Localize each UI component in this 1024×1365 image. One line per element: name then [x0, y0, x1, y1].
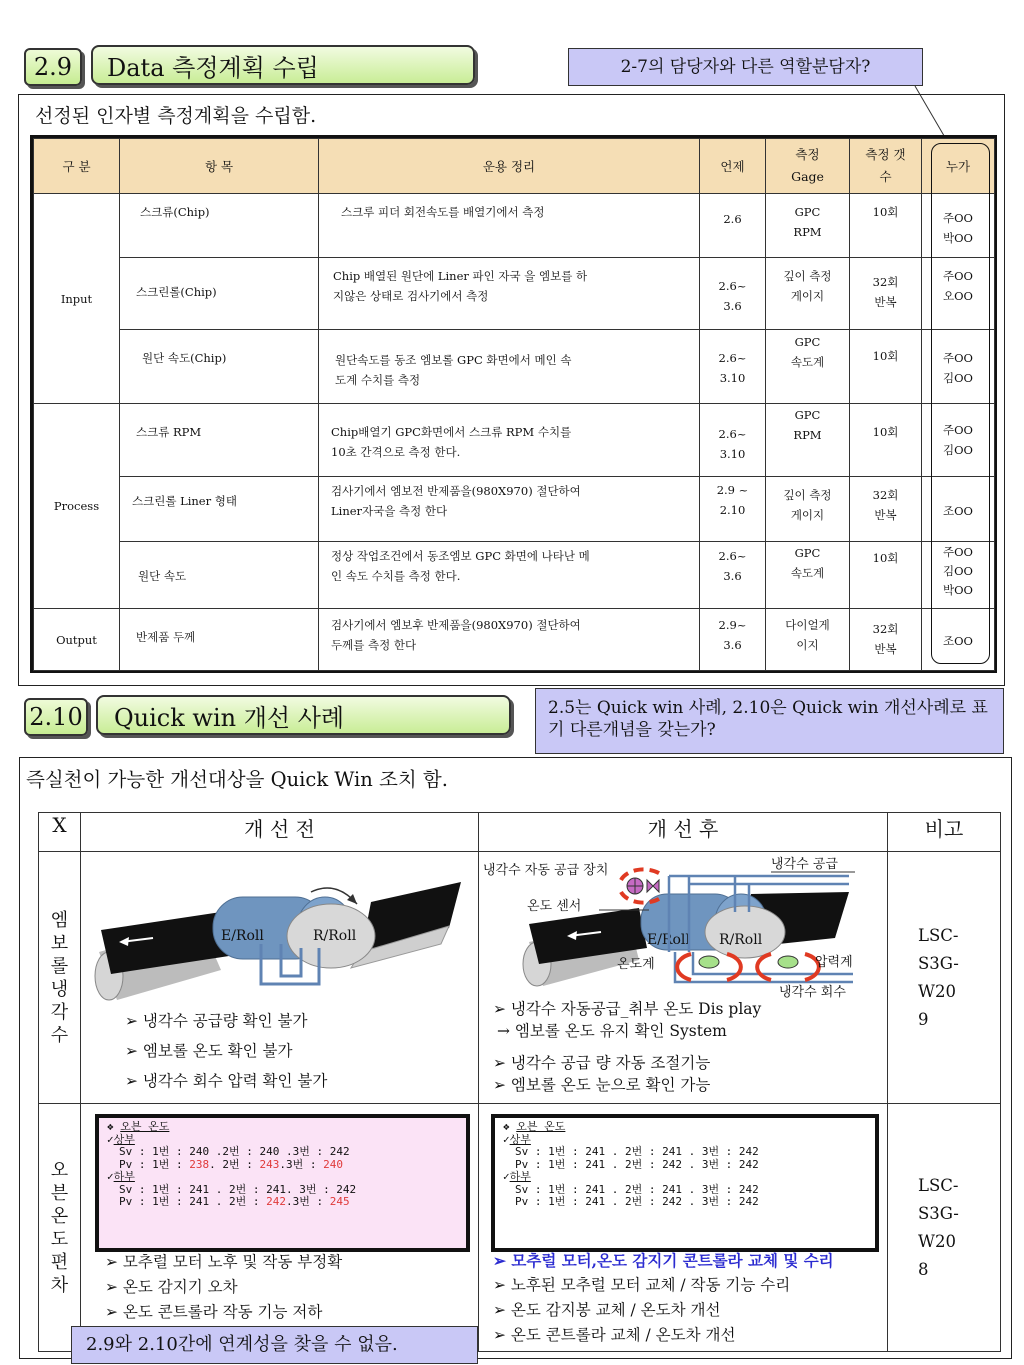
- table-row: [34, 542, 995, 609]
- table-row: [34, 477, 995, 542]
- list-item: ➢ 엠보롤 온도 눈으로 확인 가능: [493, 1076, 711, 1094]
- table-row: [34, 194, 995, 258]
- box-upper-label: 상부: [113, 1132, 135, 1146]
- row-who: 주OO 오OO: [943, 269, 973, 303]
- row-gage: GPC RPM: [793, 408, 822, 442]
- after-lower-sv: Sv : 1번 : 241 . 2번 : 241 . 3번 : 242: [515, 1182, 759, 1196]
- row-gage: GPC RPM: [793, 205, 822, 239]
- after-list-cooling: [493, 998, 761, 1096]
- row-who: 주OO 김OO 박OO: [943, 545, 973, 597]
- row-when: 2.6~ 3.10: [718, 427, 747, 461]
- after-oven-temp-box: ❖ 오븐 온도 ✓상부 Sv : 1번 : 241 . 2번 : 241 . 3번 : 242 Pv : 1번 : 241 . 2번 : 242 . 3번 : 242 ✓하부 Sv : 1번 : 241 . 2번 : 241 . 3번 : 242 Pv : 1번 : 241 . 2번 : 242 . 3번 : 242: [491, 1114, 879, 1252]
- row-desc: 스크루 피더 회전속도를 배열기에서 측정: [341, 205, 545, 219]
- row-desc: 검사기에서 엠보후 반제품을(980X970) 절단하여 두께를 측정 한다: [331, 618, 581, 652]
- row-when: 2.6~ 3.6: [718, 549, 747, 583]
- table-row: [34, 404, 995, 477]
- review-note-2-10: 2.5는 Quick win 사례, 2.10은 Quick win 개선사례로 표기 다른개념을 갖는가?: [535, 688, 1004, 754]
- before-upper-sv: Sv : 1번 : 240 .2번 : 240 .3번 : 242: [119, 1145, 350, 1158]
- header-after: 개 선 후: [479, 813, 888, 852]
- group-input: Input: [34, 194, 120, 404]
- row-gage: 다이얼게 이지: [785, 618, 830, 652]
- row-count: 10회: [872, 205, 899, 219]
- measurement-plan-box: [18, 94, 1005, 686]
- after-cell-oven: [479, 1104, 888, 1352]
- header-count: 측정 갯수: [850, 139, 922, 194]
- list-item: ➢ 온도 콘트롤라 작동 기능 저하: [105, 1303, 323, 1321]
- before-list-oven: [105, 1250, 342, 1325]
- label-coolant-return: 냉각수 회수: [779, 985, 846, 1000]
- after-highlight: ➢ 모추럴 모터,온도 감지기 콘트롤라 교체 및 수리: [493, 1251, 834, 1270]
- row-desc: 원단속도를 동조 엠보롤 GPC 화면에서 메인 속도계 수치를 측정: [335, 353, 572, 387]
- before-roll-e-label: E/Roll: [221, 928, 264, 944]
- row-when: 2.9~ 3.6: [718, 618, 747, 652]
- list-item: ➢ 온도 콘트롤라 교체 / 온도차 개선: [493, 1326, 736, 1344]
- box-upper-label: 상부: [509, 1132, 531, 1146]
- row-count: 10회: [872, 425, 899, 439]
- header-when: 언제: [700, 139, 766, 194]
- list-item: ➢ 모추럴 모터 노후 및 작동 부정확: [105, 1253, 343, 1271]
- box-lower-label: 하부: [509, 1170, 531, 1183]
- row-label-cooling: 엠보롤냉각수: [50, 909, 69, 1046]
- after-lower-pv: Pv : 1번 : 241 . 2번 : 242 . 3번 : 242: [515, 1195, 759, 1208]
- table-row: [34, 330, 995, 404]
- row-item: 스크류 RPM: [136, 425, 202, 439]
- row-when: 2.9 ~ 2.10: [716, 483, 749, 517]
- before-roll-r-label: R/Roll: [313, 928, 357, 944]
- row-gage: 깊이 측정 게이지: [783, 269, 832, 303]
- who-column-highlight: [931, 143, 990, 664]
- section-title-2-9: Data 측정계획 수립: [91, 45, 475, 85]
- row-item: 스크린롤(Chip): [136, 285, 217, 299]
- before-list-cooling: [125, 1006, 327, 1096]
- box-lower-label: 하부: [113, 1170, 135, 1183]
- section-title-2-10: Quick win 개선 사례: [96, 695, 511, 735]
- row-count: 32회 반복: [872, 622, 899, 656]
- group-output: Output: [34, 609, 120, 671]
- box-title: 오븐 온도: [120, 1120, 170, 1133]
- review-note-bottom: 2.9와 2.10간에 연계성을 찾을 수 없음.: [71, 1326, 478, 1364]
- after-roll-diagram: [479, 852, 888, 1002]
- row-when: 2.6~ 3.10: [718, 351, 747, 385]
- row-who: 주OO 김OO: [943, 423, 973, 457]
- label-coolant-supply: 냉각수 공급: [771, 857, 838, 872]
- row-count: 10회: [872, 551, 899, 565]
- after-roll-e-label: E/Roll: [647, 932, 690, 948]
- list-item: ➢ 엠보롤 온도 확인 불가: [125, 1042, 293, 1060]
- quick-win-intro: 즉실천이 가능한 개선대상을 Quick Win 조치 함.: [26, 768, 448, 791]
- row-who: 조OO: [943, 504, 973, 518]
- table-row: [34, 258, 995, 330]
- row-item: 반제품 두께: [136, 630, 196, 644]
- quick-win-table: [38, 812, 1001, 1352]
- header-gage: 측정 Gage: [766, 139, 850, 194]
- label-temp-sensor: 온도 센서: [527, 899, 582, 914]
- list-item: ➢ 냉각수 자동공급_취부 온도 Dis play: [493, 1000, 762, 1018]
- header-before: 개 선 전: [81, 813, 479, 852]
- header-x: X: [39, 813, 81, 852]
- label-auto-supply-device: 냉각수 자동 공급 장치: [483, 863, 609, 878]
- row-count: 32회 반복: [872, 488, 899, 522]
- row-item: 원단 속도: [138, 569, 187, 583]
- after-upper-pv: Pv : 1번 : 241 . 2번 : 242 . 3번 : 242: [515, 1157, 759, 1171]
- row-when: 2.6~ 3.6: [718, 279, 747, 313]
- row-desc: 정상 작업조건에서 동조엠보 GPC 화면에 나타난 메인 속도 수치를 측정 한다.: [331, 549, 590, 583]
- row-item: 원단 속도(Chip): [142, 351, 227, 365]
- row-when: 2.6: [723, 212, 742, 226]
- before-cell-oven: [81, 1104, 479, 1352]
- row-item: 스크린롤 Liner 형태: [132, 494, 237, 508]
- label-pressure-gauge: 압력계: [815, 955, 853, 970]
- list-item: ➢ 온도 감지봉 교체 / 온도차 개선: [493, 1301, 721, 1319]
- row-count: 32회 반복: [872, 275, 899, 309]
- list-item: ➢ 냉각수 회수 압력 확인 불가: [125, 1072, 328, 1090]
- measurement-table: [33, 138, 995, 671]
- after-cell-cooling: [479, 852, 888, 1104]
- label-thermometer: 온도계: [617, 957, 655, 972]
- row-gage: 깊이 측정 게이지: [783, 488, 832, 522]
- before-cell-cooling: [81, 852, 479, 1104]
- measurement-table-frame: [30, 135, 997, 673]
- row-who: 주OO 박OO: [943, 211, 973, 245]
- row-who: 주OO 김OO: [943, 351, 973, 385]
- section-number-2-10: 2.10: [24, 698, 88, 736]
- table-row: [34, 609, 995, 671]
- measurement-plan-intro: 선정된 인자별 측정계획을 수립함.: [35, 105, 317, 127]
- list-item: → 엠보롤 온도 유지 확인 System: [497, 1022, 727, 1040]
- header-remark: 비고: [888, 813, 1001, 852]
- table-row: [39, 852, 1001, 1104]
- row-label-oven: 오븐온도편차: [50, 1159, 69, 1296]
- list-item: ➢ 노후된 모추럴 모터 교체 / 작동 기능 수리: [493, 1276, 791, 1294]
- row-who: 조OO: [943, 634, 973, 648]
- row-count: 10회: [872, 349, 899, 363]
- review-note-2-9: 2-7의 담당자와 다른 역할분담자?: [568, 48, 923, 86]
- header-item: 항 목: [120, 139, 319, 194]
- after-list-oven: [493, 1248, 834, 1348]
- before-lower-sv: Sv : 1번 : 241 . 2번 : 241. 3번 : 242: [119, 1182, 357, 1196]
- list-item: ➢ 온도 감지기 오차: [105, 1278, 238, 1296]
- before-roll-diagram: [81, 852, 479, 1002]
- list-item: ➢ 냉각수 공급량 확인 불가: [125, 1012, 308, 1030]
- row-gage: GPC 속도계: [790, 335, 825, 369]
- header-category: 구 분: [34, 139, 120, 194]
- remark-cooling: LSC-S3G-W209: [918, 925, 959, 1029]
- row-desc: 검사기에서 엠보전 반제품을(980X970) 절단하여 Liner자국을 측정 한다: [331, 484, 581, 518]
- row-desc: Chip배열기 GPC화면에서 스크류 RPM 수치를 10초 간격으로 측정 한다.: [331, 425, 572, 459]
- row-gage: GPC 속도계: [790, 546, 825, 580]
- quick-win-box: [19, 757, 1012, 1359]
- section-number-2-9: 2.9: [24, 48, 82, 86]
- remark-oven: LSC-S3G-W208: [918, 1175, 959, 1279]
- row-item: 스크류(Chip): [140, 205, 210, 219]
- box-title: 오븐 온도: [516, 1120, 566, 1133]
- before-oven-temp-box: ❖ 오븐 온도 ✓상부 Sv : 1번 : 240 .2번 : 240 .3번 : 242 Pv : 1번 : 238. 2번 : 243.3번 : 240 ✓하부 Sv : 1번 : 241 . 2번 : 241. 3번 : 242 Pv : 1번 : 241 . 2번 : 242.3번 : 245: [95, 1114, 470, 1252]
- before-upper-pv: Pv : 1번 : 238. 2번 : 243.3번 : 240: [119, 1157, 343, 1171]
- group-process: Process: [34, 404, 120, 609]
- list-item: ➢ 냉각수 공급 량 자동 조절기능: [493, 1054, 711, 1072]
- after-upper-sv: Sv : 1번 : 241 . 2번 : 241 . 3번 : 242: [515, 1145, 759, 1158]
- header-who: 누가: [922, 139, 995, 194]
- before-lower-pv: Pv : 1번 : 241 . 2번 : 242.3번 : 245: [119, 1195, 350, 1208]
- table-row: [39, 1104, 1001, 1352]
- row-desc: Chip 배열된 원단에 Liner 파인 자국 을 엠보를 하지않은 상태로 검사기에서 측정: [333, 269, 588, 303]
- header-operation: 운용 정리: [319, 139, 700, 194]
- after-roll-r-label: R/Roll: [719, 932, 763, 948]
